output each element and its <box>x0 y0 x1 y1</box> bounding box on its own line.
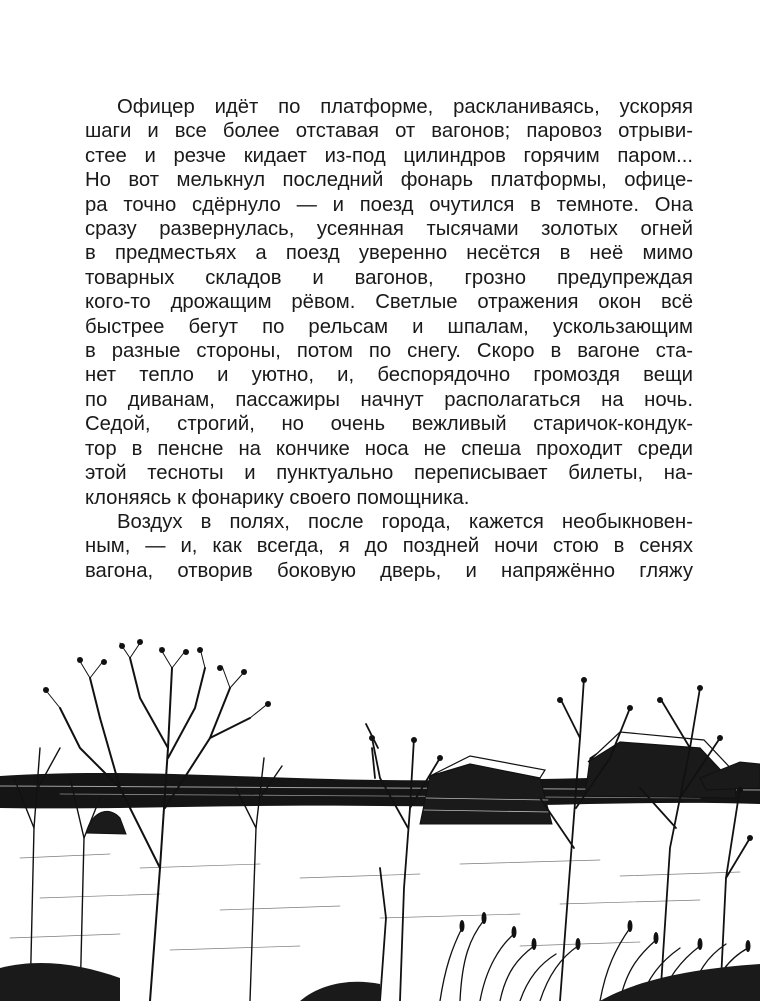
text-line: ным, — и, как всегда, я до поздней ночи стою в сенях <box>85 535 693 558</box>
text-line: кого-то дрожащим рёвом. Светлые отражения окон всё <box>85 291 693 314</box>
text-line: Седой, строгий, но очень вежливый старичок-кондук- <box>85 413 693 436</box>
text-line: сразу развернулась, усеянная тысячами золотых огней <box>85 218 693 241</box>
text-line: клоняясь к фонарику своего помощника. <box>85 486 470 509</box>
text-line: этой тесноты и пунктуально переписывает билеты, на- <box>85 462 693 485</box>
text-line: товарных складов и вагонов, грозно предупреждая <box>85 266 693 289</box>
text-line: по диванам, пассажиры начнут располагаться на ночь. <box>85 388 693 411</box>
text-line: в разные стороны, потом по снегу. Скоро в вагоне ста- <box>85 340 693 363</box>
text-line: быстрее бегут по рельсам и шпалам, ускользающим <box>85 315 693 338</box>
text-line: тор в пенсне на кончике носа не спеша проходит среди <box>85 437 693 460</box>
text-line: ра точно сдёрнуло — и поезд очутился в темноте. Она <box>85 193 693 216</box>
body-text <box>85 95 693 583</box>
text-line: Воздух в полях, после города, кажется необыкновен- <box>117 510 693 533</box>
text-line: вагона, отворив боковую дверь, и напряжённо гляжу <box>85 559 693 582</box>
text-line: стее и резче кидает из-под цилиндров горячим паром... <box>85 144 693 167</box>
text-line: в предместьях а поезд уверенно несётся в неё мимо <box>85 242 693 265</box>
text-line: нет тепло и уютно, и, беспорядочно громоздя вещи <box>85 364 693 387</box>
text-line: Офицер идёт по платформе, раскланиваясь, ускоряя <box>117 96 693 118</box>
winter-landscape-illustration <box>0 628 760 1001</box>
text-line: Но вот мелькнул последний фонарь платформы, офице- <box>85 169 693 192</box>
text-line: шаги и все более отставая от вагонов; паровоз отрыви- <box>85 120 693 143</box>
